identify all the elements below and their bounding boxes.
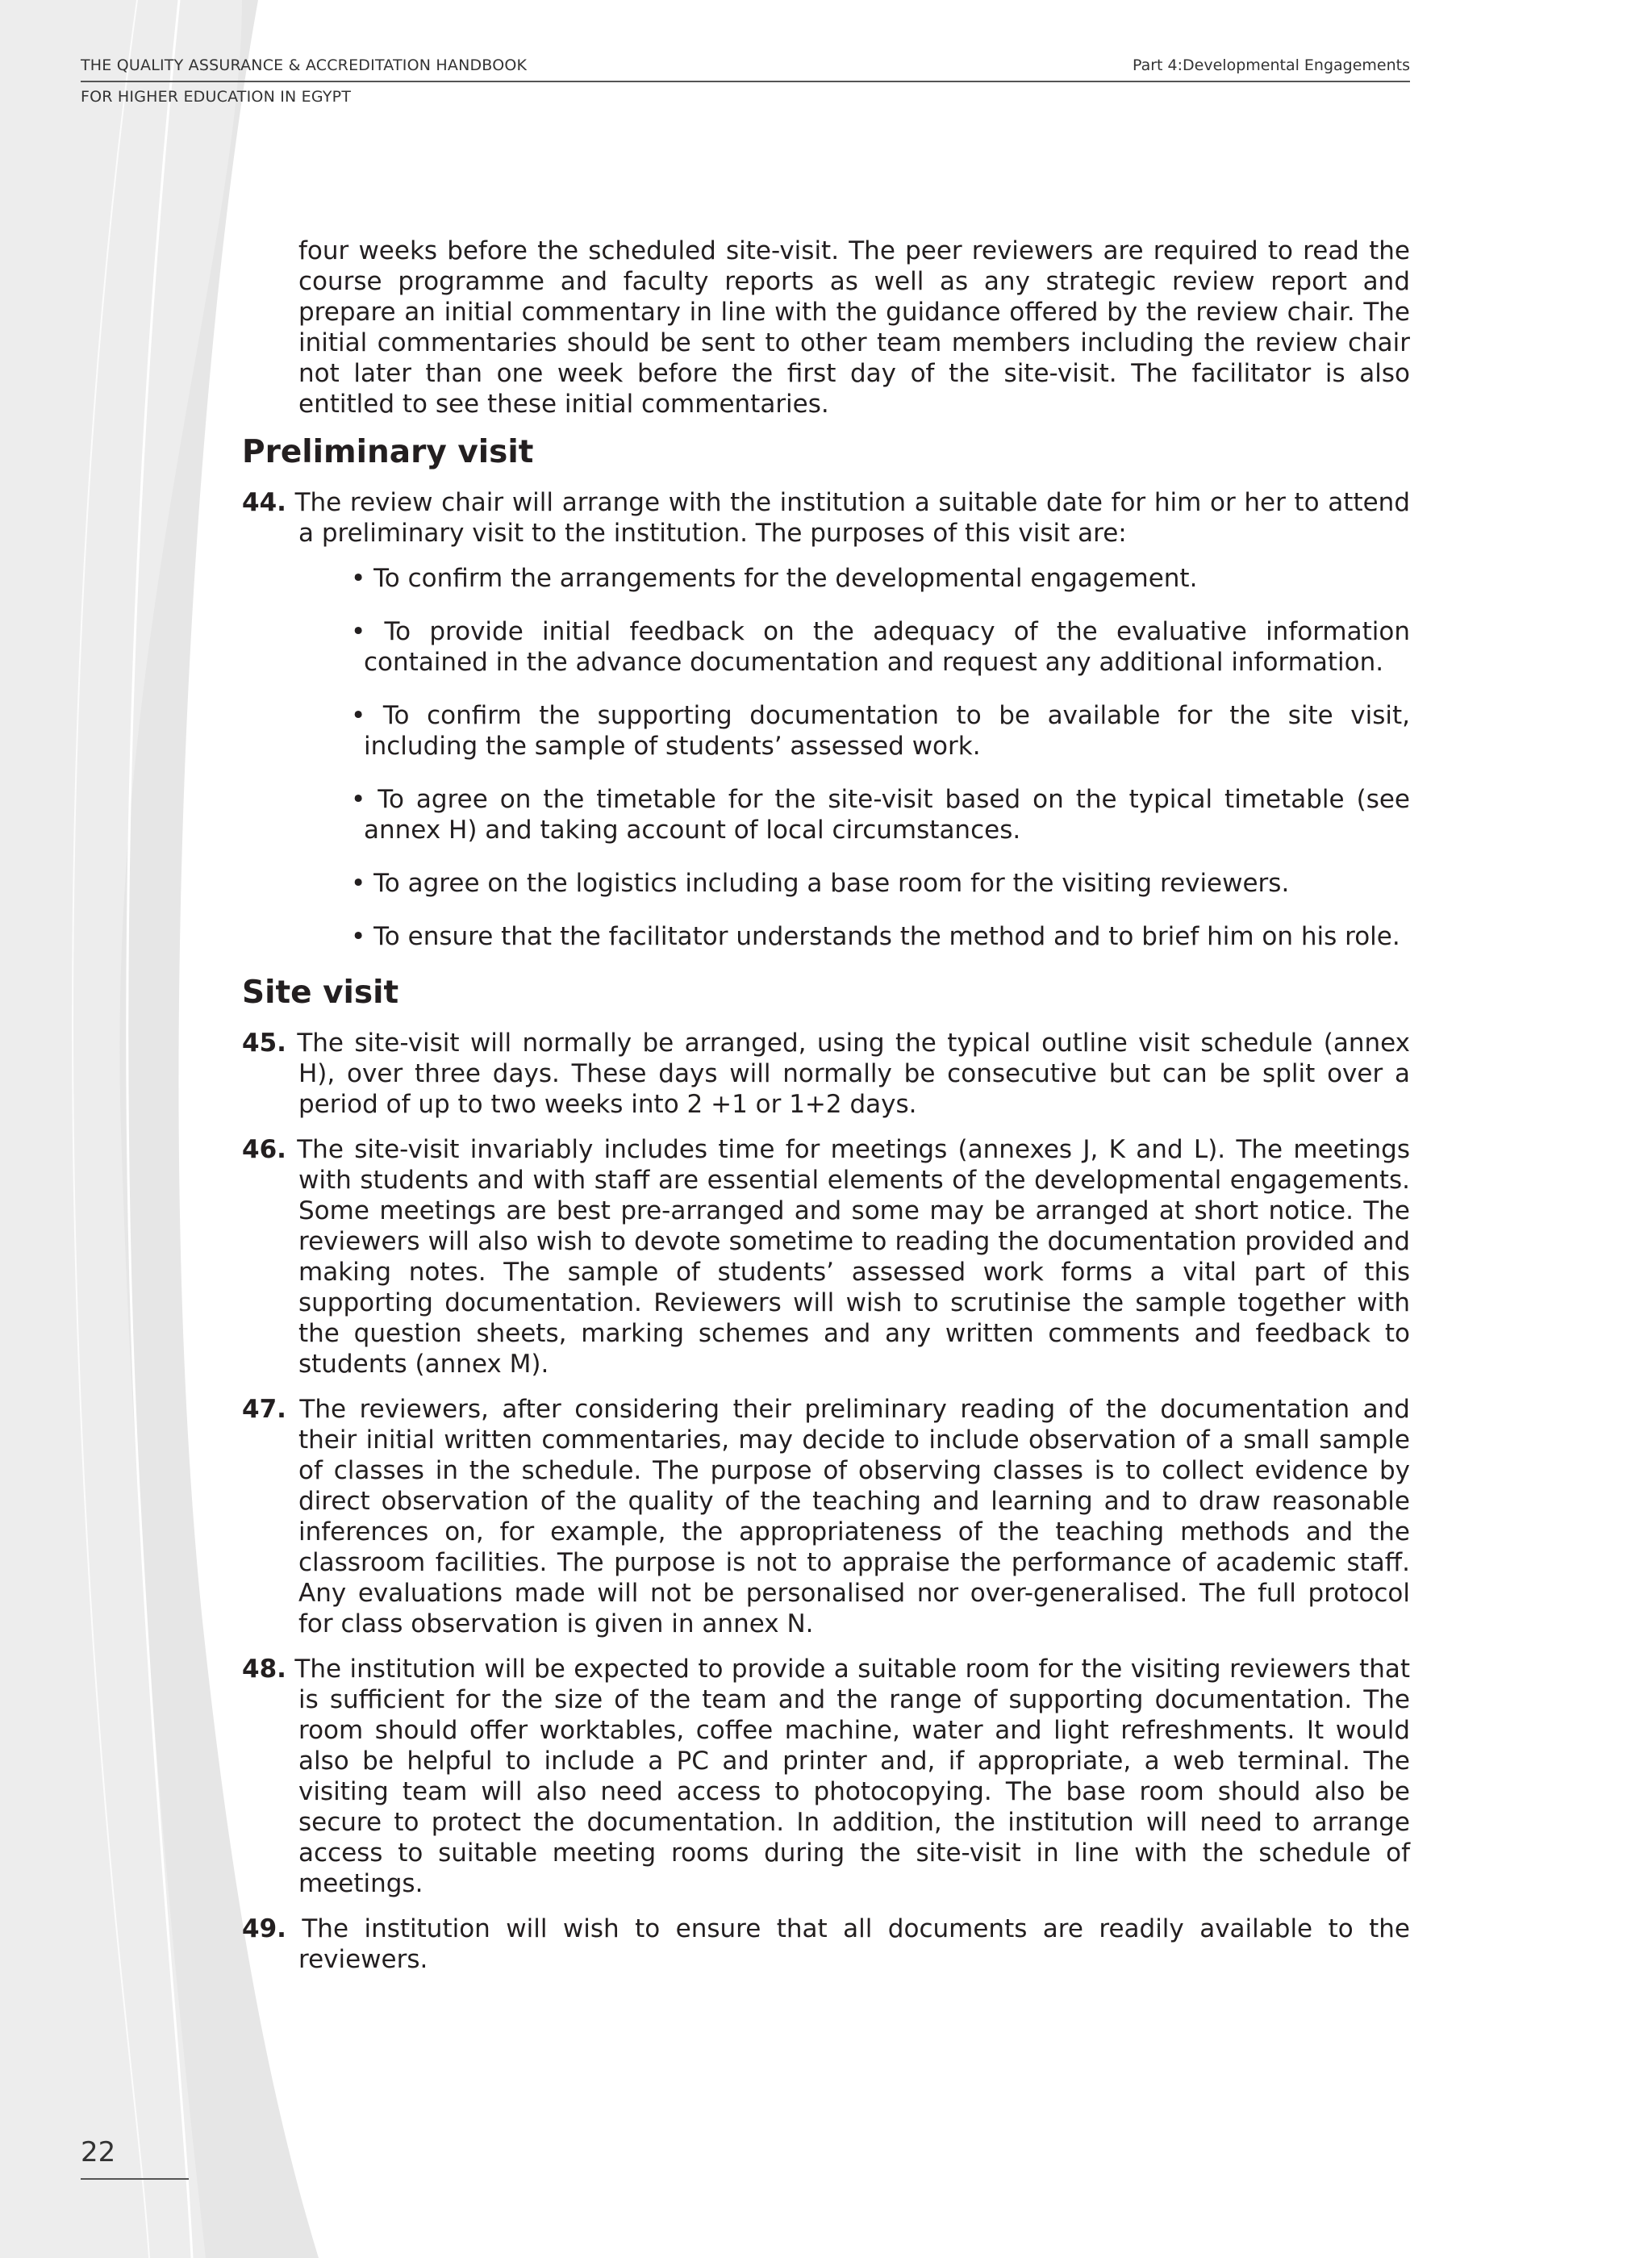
list-item-text: To agree on the timetable for the site-visit based on the typical timetable (see annex H) and taking account of local circumstances. xyxy=(364,785,1410,845)
list-item-text: To ensure that the facilitator understands the method and to brief him on his role. xyxy=(373,922,1400,951)
list-item-text: To confirm the supporting documentation to be available for the site visit, including the sample of students’ assessed work. xyxy=(364,701,1410,761)
list-item-text: To provide initial feedback on the adequacy of the evaluative information contained in the advance documentation and request any additional information. xyxy=(364,617,1410,677)
list-item: • To ensure that the facilitator understands the method and to brief him on his role. xyxy=(351,922,1400,951)
page-number: 22 xyxy=(81,2136,116,2168)
paragraph-number: 44. xyxy=(242,488,286,517)
paragraph-text: The institution will be expected to provide a suitable room for the visiting reviewers that is sufficient for the size of the team and the range of supporting documentation. The room should offer worktables, coffee machine, water and light refreshments. It would also be helpful to include a PC and printer and, if appropriate, a web terminal. The visiting team will also need access to photocopying. The base room should also be secure to protect the documentation. In addition, the institution will need to arrange access to suitable meeting rooms during the site-visit in line with the schedule of meetings. xyxy=(294,1655,1410,1898)
header-section: Part 4:Developmental Engagements xyxy=(1133,56,1410,74)
paragraph-text: The reviewers, after considering their preliminary reading of the documentation and their initial written commentaries, may decide to include observation of a small sample of classes in the schedule. The purpose of observing classes is to collect evidence by direct observation of the quality of the teaching and learning and to draw reasonable inferences on, for example, the appropriateness of the teaching methods and the classroom facilities. The purpose is not to appraise the performance of academic staff. Any evaluations made will not be personalised nor over-generalised. The full protocol for class observation is given in annex N. xyxy=(298,1395,1410,1638)
paragraph-number: 47. xyxy=(242,1395,286,1424)
list-item-text: To confirm the arrangements for the developmental engagement. xyxy=(373,564,1198,593)
paragraph-text: The review chair will arrange with the institution a suitable date for him or her to attend a preliminary visit to the institution. The purposes of this visit are: xyxy=(294,488,1410,548)
paragraph-number: 45. xyxy=(242,1029,286,1058)
list-item: • To agree on the logistics including a base room for the visiting reviewers. xyxy=(351,869,1290,898)
heading-site-visit: Site visit xyxy=(242,975,399,1011)
purposes-list xyxy=(242,563,1410,952)
paragraph-48 xyxy=(242,1654,1410,1899)
list-item: • To confirm the arrangements for the developmental engagement. xyxy=(351,564,1198,593)
paragraph-text: The site-visit will normally be arranged, using the typical outline visit schedule (annex H), over three days. These days will normally be consecutive but can be split over a period of up to two weeks into 2 +1 or 1+2 days. xyxy=(297,1029,1410,1119)
intro-paragraph: four weeks before the scheduled site-visit. The peer reviewers are required to read the course programme and faculty reports as well as any strategic review report and prepare an initial commentary in line with the guidance offered by the review chair. The initial commentaries should be sent to other team members including the review chair not later than one week before the first day of the site-visit. The facilitator is also entitled to see these initial commentaries. xyxy=(298,236,1410,419)
paragraph-45 xyxy=(242,1028,1410,1120)
paragraph-number: 49. xyxy=(242,1914,286,1943)
list-item: • To agree on the timetable for the site-visit based on the typical timetable (see annex H) and taking account of local circumstances. xyxy=(351,785,1410,845)
paragraph-44 xyxy=(242,487,1410,549)
paragraph-text: The site-visit invariably includes time for meetings (annexes J, K and L). The meetings with students and with staff are essential elements of the developmental engagements. Some meetings are best pre-arranged and some may be arranged at short notice. The reviewers will also wish to devote sometime to reading the documentation provided and making notes. The sample of students’ assessed work forms a vital part of this supporting documentation. Reviewers will wish to scrutinise the sample together with the question sheets, marking schemes and any written comments and feedback to students (annex M). xyxy=(297,1135,1410,1379)
heading-preliminary-visit: Preliminary visit xyxy=(242,434,534,470)
paragraph-text: The institution will wish to ensure that all documents are readily available to the reviewers. xyxy=(298,1914,1410,1974)
paragraph-47 xyxy=(242,1394,1410,1639)
list-item-text: To agree on the logistics including a base room for the visiting reviewers. xyxy=(373,869,1290,898)
paragraph-number: 46. xyxy=(242,1135,286,1164)
list-item: • To confirm the supporting documentation to be available for the site visit, including the sample of students’ assessed work. xyxy=(351,701,1410,761)
header-title: THE QUALITY ASSURANCE & ACCREDITATION HANDBOOK xyxy=(81,56,528,74)
page-number-underline xyxy=(81,2178,189,2180)
list-item: • To provide initial feedback on the adequacy of the evaluative information contained in the advance documentation and request any additional information. xyxy=(351,617,1410,677)
paragraph-46 xyxy=(242,1134,1410,1379)
paragraph-49 xyxy=(242,1914,1410,1975)
header-subtitle: FOR HIGHER EDUCATION IN EGYPT xyxy=(81,88,352,106)
header-divider xyxy=(81,81,1410,82)
paragraph-number: 48. xyxy=(242,1655,286,1684)
main-content xyxy=(242,236,1410,1989)
